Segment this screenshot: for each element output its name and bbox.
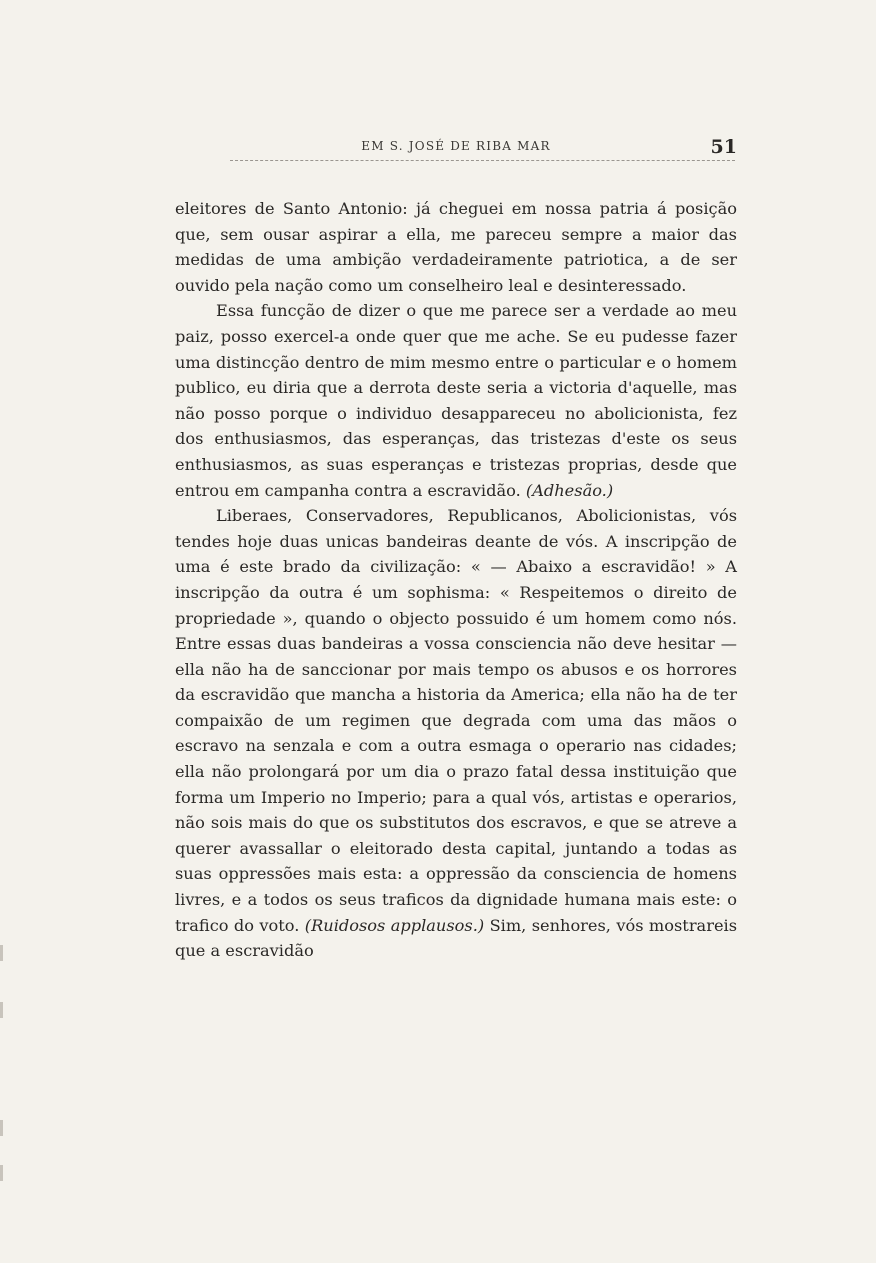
paragraph-3-tail: Sim, senhores, vós mostrareis que a escravidão — [175, 915, 738, 961]
paragraph-2 — [175, 298, 737, 503]
paragraph-3-text: Liberaes, Conservadores, Republicanos, Abolicionistas, vós tendes hoje duas unicas bandeiras deante de vós. A inscripção de uma é este brado da civilização: « — Abaixo a escravidão! » A inscripção da outra é um sophisma: « Respeitemos o direito de propriedade », quando o objecto possuido é um homem como nós. Entre essas duas bandeiras a vossa consciencia não deve hesitar — ella não ha de sanccionar por mais tempo os abusos e os horrores da escravidão que mancha a historia da America; ella não ha de ter compaixão de um regimen que degrada com uma das mãos o escravo na senzala e com a outra esmaga o operario nas cidades; ella não prolongará por um dia o prazo fatal dessa instituição que forma um Imperio no Imperio; para a qual vós, artistas e operarios, não sois mais do que os substitutos dos escravos, e que se atreve a querer avassallar o eleitorado desta capital, juntando a todas as suas oppressões mais esta: a oppressão da consciencia de homens livres, e a todos os seus traficos da dignidade humana mais este: o trafico do voto. — [175, 506, 737, 935]
paragraph-2-aside: (Adhesão.) — [525, 480, 614, 500]
paragraph-continuation — [175, 196, 737, 298]
paragraph-3-aside: (Ruidosos applausos.) — [304, 915, 485, 935]
paragraph-2-text: Essa funcção de dizer o que me parece ser a verdade ao meu paiz, posso exercel-a onde quer que me ache. Se eu pudesse fazer uma distincção dentro de mim mesmo entre o particular e o homem publico, eu diria que a derrota deste seria a victoria d'aquelle, mas não posso porque o individuo desappareceu no abolicionista, fez dos enthusiasmos, das esperanças, das tristezas d'este os seus enthusiasmos, as suas esperanças e tristezas proprias, desde que entrou em campanha contra a escravidão. — [175, 301, 737, 500]
page-header — [175, 136, 737, 160]
scan-edge-mark — [0, 1165, 3, 1181]
scan-edge-mark — [0, 1120, 3, 1136]
scan-edge-mark — [0, 1002, 3, 1018]
paragraph-3 — [175, 503, 737, 964]
page-number: 51 — [710, 136, 737, 158]
running-title: EM S. JOSÉ DE RIBA MAR — [361, 139, 551, 153]
body-text — [175, 196, 737, 964]
header-rule — [230, 160, 735, 161]
scan-edge-mark — [0, 945, 3, 961]
paragraph-1-text: eleitores de Santo Antonio: já cheguei em nossa patria á posição que, sem ousar aspirar a ella, me pareceu sempre a maior das medidas de uma ambição verdadeiramente patriotica, a de ser ouvido pela nação como um conselheiro leal e desinteressado. — [175, 199, 737, 295]
